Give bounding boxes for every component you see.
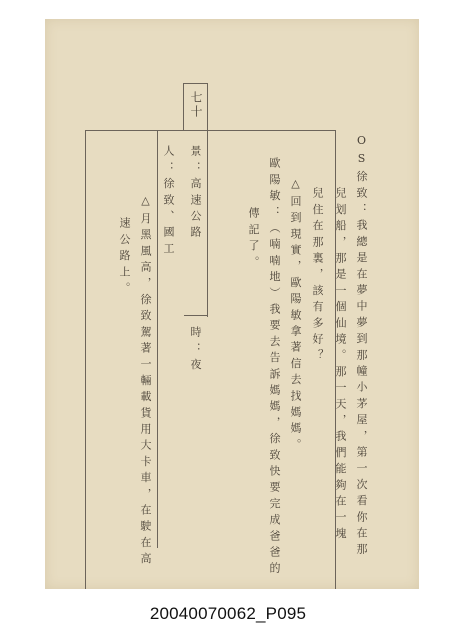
dialogue-column-5: 傳記了。 xyxy=(247,207,260,272)
frame-top-rule xyxy=(85,130,335,131)
archive-id-caption: 20040070062_P095 xyxy=(149,604,307,623)
dialogue-column-1: OS徐致：我總是在夢中夢到那幢小茅屋，第一次看你在那 xyxy=(355,134,368,560)
title-box-right xyxy=(207,83,208,317)
direction-column-3: 速公路上。 xyxy=(118,217,131,298)
time-label: 時：夜 xyxy=(189,326,202,375)
script-page xyxy=(45,19,419,589)
title-box-top xyxy=(183,83,207,84)
dialogue-column-2: 兒划船，那是一個仙境。那一天，我們能夠在一塊 xyxy=(334,187,347,544)
people-label: 人：徐致、國工 xyxy=(162,145,175,259)
dialogue-column-3: 兒住在那裏，該有多好？ xyxy=(311,187,324,366)
page-title: 七十 xyxy=(189,91,203,119)
dialogue-column-4: 歐陽敏：（喃喃地）我要去告訴媽媽，徐致快要完成爸爸的 xyxy=(268,157,281,579)
scene-label: 景：高速公路 xyxy=(189,145,202,243)
direction-column-1: △回到現實，歐陽敏拿著信去找媽媽。 xyxy=(289,177,302,455)
title-box-left xyxy=(183,83,184,131)
scene-divider-bottom xyxy=(184,315,208,316)
direction-column-2: △月黑風高，徐致駕著一輛載貨用大卡車，在駛在高 xyxy=(139,194,152,569)
scene-divider-left xyxy=(157,130,158,548)
frame-left-rule xyxy=(85,130,86,589)
